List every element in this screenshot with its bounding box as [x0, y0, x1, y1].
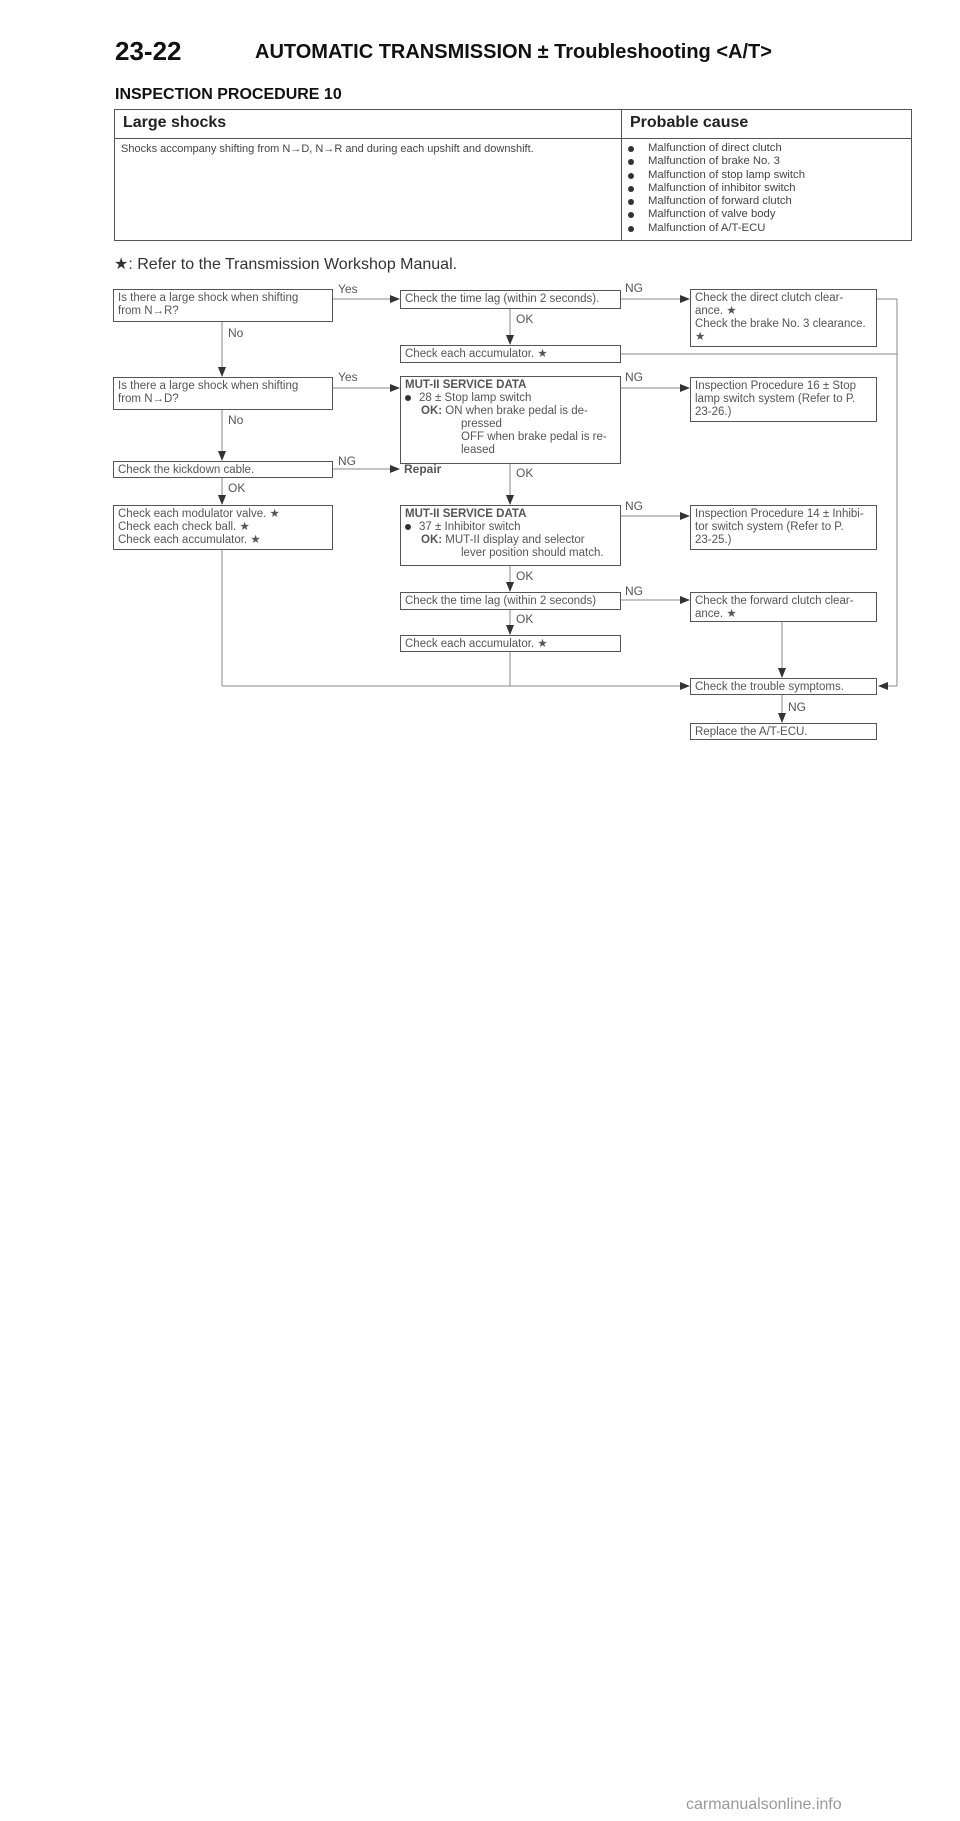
- dc-line3: Check the brake No. 3 clearance.: [695, 318, 866, 330]
- label-no: No: [228, 326, 244, 340]
- question-shock-n-to-r: [113, 289, 333, 322]
- mut1-item-text: 28 ± Stop lamp switch: [419, 392, 532, 404]
- section-title: INSPECTION PROCEDURE 10: [115, 86, 342, 103]
- label-ng: NG: [788, 700, 806, 714]
- mut1-ok: [405, 405, 616, 418]
- label-ng: NG: [625, 584, 643, 598]
- label-ng: NG: [338, 454, 356, 468]
- label-ok: OK: [516, 466, 534, 480]
- reference-note: ★: Refer to the Transmission Workshop Manual.: [114, 256, 458, 273]
- label-ng: NG: [625, 281, 643, 295]
- modulator-line1: Check each modulator valve. ★: [118, 508, 280, 520]
- check-time-lag-2: Check the time lag (within 2 seconds): [400, 592, 621, 610]
- fc-line1: Check the forward clutch clear-: [695, 595, 854, 607]
- bullet-icon: [405, 395, 411, 401]
- mut2-ok: [405, 534, 616, 547]
- cause-item: Malfunction of forward clutch: [628, 195, 905, 208]
- cause-item: Malfunction of A/T-ECU: [628, 222, 905, 235]
- check-modulator-valves: [113, 505, 333, 550]
- label-ok: OK: [516, 312, 534, 326]
- label-yes: Yes: [338, 370, 358, 384]
- footer-watermark: carmanualsonline.info: [686, 1796, 842, 1813]
- p14-line1: Inspection Procedure 14 ± Inhibi-: [695, 508, 864, 520]
- inspection-procedure-14: [690, 505, 877, 550]
- repair-label: Repair: [404, 462, 442, 476]
- cause-item: Malfunction of stop lamp switch: [628, 169, 905, 182]
- label-ok: OK: [228, 481, 246, 495]
- fc-line2: ance. ★: [695, 608, 737, 620]
- modulator-line2: Check each check ball. ★: [118, 521, 250, 533]
- check-forward-clutch-clearance: [690, 592, 877, 622]
- symptom-description: Shocks accompany shifting from N→D, N→R and during each upshift and downshift.: [115, 139, 622, 241]
- probable-cause-header: Probable cause: [622, 110, 912, 139]
- question-shock-n-to-d: [113, 377, 333, 410]
- label-ok: OK: [516, 569, 534, 583]
- page-header-title: AUTOMATIC TRANSMISSION ± Troubleshooting <A/T>: [255, 41, 772, 63]
- check-direct-clutch-clearance: [690, 289, 877, 347]
- bullet-icon: [405, 524, 411, 530]
- mut2-item-text: 37 ± Inhibitor switch: [419, 521, 521, 533]
- label-ng: NG: [625, 499, 643, 513]
- mut2-title: MUT-II SERVICE DATA: [405, 508, 527, 520]
- mut1-ok-line4: leased: [461, 444, 495, 456]
- modulator-line3: Check each accumulator. ★: [118, 534, 261, 546]
- label-no: No: [228, 413, 244, 427]
- page-number: 23-22: [115, 36, 182, 66]
- cause-item: Malfunction of valve body: [628, 208, 905, 221]
- dc-line4: ★: [695, 331, 706, 343]
- mut1-title: MUT-II SERVICE DATA: [405, 379, 527, 391]
- check-kickdown-cable: Check the kickdown cable.: [113, 461, 333, 478]
- inspection-procedure-16: [690, 377, 877, 422]
- label-ng: NG: [625, 370, 643, 384]
- mut1-ok-line3: OFF when brake pedal is re-: [461, 431, 607, 443]
- q2-line2: from N→D?: [118, 393, 179, 405]
- p14-line2: tor switch system (Refer to P.: [695, 521, 844, 533]
- p16-line3: 23-26.): [695, 406, 732, 418]
- mut2-item: [405, 521, 616, 534]
- q1-line1: Is there a large shock when shifting: [118, 292, 299, 304]
- p16-line1: Inspection Procedure 16 ± Stop: [695, 380, 857, 392]
- mut-service-data-inhibitor: [400, 505, 621, 566]
- mut-service-data-stop-lamp: [400, 376, 621, 464]
- replace-at-ecu: Replace the A/T-ECU.: [690, 723, 877, 740]
- mut1-item: [405, 392, 616, 405]
- mut2-ok-label: OK:: [421, 534, 443, 546]
- dc-line2: ance. ★: [695, 305, 737, 317]
- symptom-header: Large shocks: [115, 110, 622, 139]
- q2-line1: Is there a large shock when shifting: [118, 380, 299, 392]
- mut2-ok-line2: lever position should match.: [461, 547, 604, 559]
- mut1-ok-label: OK:: [421, 405, 443, 417]
- mut1-ok-line1: ON when brake pedal is de-: [445, 405, 588, 417]
- check-accumulator-2: Check each accumulator. ★: [400, 635, 621, 652]
- mut2-ok-line1: MUT-II display and selector: [445, 534, 585, 546]
- label-yes: Yes: [338, 282, 358, 296]
- cause-item: Malfunction of brake No. 3: [628, 155, 905, 168]
- check-trouble-symptoms: Check the trouble symptoms.: [690, 678, 877, 695]
- q1-line2: from N→R?: [118, 305, 179, 317]
- check-accumulator-1: Check each accumulator. ★: [400, 345, 621, 363]
- cause-item: Malfunction of direct clutch: [628, 142, 905, 155]
- label-ok: OK: [516, 612, 534, 626]
- check-time-lag-1: Check the time lag (within 2 seconds).: [400, 290, 621, 309]
- p16-line2: lamp switch system (Refer to P.: [695, 393, 856, 405]
- mut1-ok-line2: pressed: [461, 418, 502, 430]
- dc-line1: Check the direct clutch clear-: [695, 292, 844, 304]
- p14-line3: 23-25.): [695, 534, 732, 546]
- cause-item: Malfunction of inhibitor switch: [628, 182, 905, 195]
